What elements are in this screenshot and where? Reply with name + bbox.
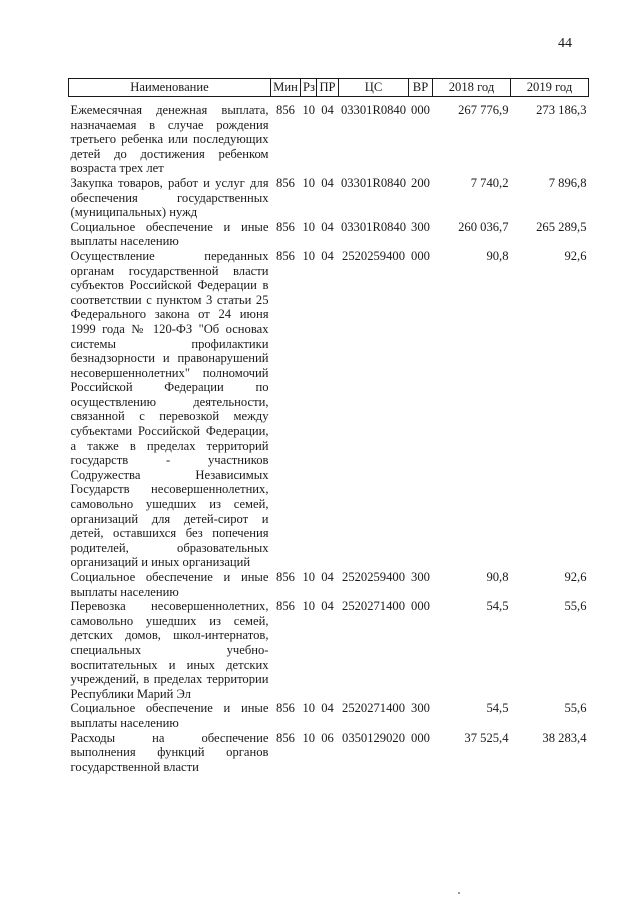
- row-min: 856: [276, 701, 295, 716]
- page-number: 44: [558, 36, 572, 51]
- row-2019: 55,6: [564, 599, 587, 614]
- row-name: Перевозка несовершеннолетних, самовольно ушедших из семей, детских домов, школ-интернатов, специальных учебно-воспитательных и иных детских учреждений, в пределах территории Республики Марий Эл: [70, 599, 269, 701]
- row-vr: 300: [411, 701, 430, 716]
- table-row: [69, 249, 589, 570]
- row-vr: 300: [411, 219, 430, 234]
- row-pr: 04: [321, 103, 334, 117]
- row-vr: 000: [411, 730, 430, 745]
- row-name: Ежемесячная денежная выплата, назначаемая в случае рождения третьего ребенка или последующих детей до достижения ребенком возраста трех лет: [70, 103, 269, 176]
- header-vr: ВР: [409, 79, 433, 97]
- row-2018: 37 525,4: [464, 730, 509, 745]
- row-2019: 92,6: [564, 248, 587, 263]
- row-rz: 10: [302, 219, 316, 234]
- row-cs: 03301R0840: [340, 103, 407, 117]
- row-2019: 273 186,3: [536, 103, 587, 117]
- row-cs: 03301R0840: [340, 175, 407, 190]
- row-min: 856: [276, 730, 295, 745]
- row-2018: 260 036,7: [458, 219, 509, 234]
- header-pr: ПР: [317, 79, 339, 97]
- scan-speck: [458, 892, 460, 894]
- row-2018: 54,5: [486, 701, 509, 716]
- header-2019: 2019 год: [511, 79, 589, 97]
- header-name: Наименование: [69, 79, 271, 97]
- row-pr: 04: [321, 219, 334, 234]
- row-cs: 2520271400: [342, 701, 405, 716]
- budget-table: [68, 78, 589, 774]
- table-row: [69, 176, 589, 220]
- row-vr: 000: [411, 103, 430, 117]
- row-2019: 7 896,8: [548, 175, 587, 190]
- row-2019: 55,6: [564, 701, 587, 716]
- table-row: [69, 701, 589, 730]
- row-vr: 300: [411, 570, 430, 584]
- row-min: 856: [276, 599, 295, 614]
- row-cs: 0350129020: [342, 730, 405, 745]
- row-name: Расходы на обеспечение выполнения функций органов государственной власти: [70, 730, 269, 774]
- row-rz: 10: [302, 103, 316, 117]
- row-2018: 90,8: [486, 570, 509, 584]
- row-2019: 92,6: [564, 570, 587, 584]
- row-cs: 2520259400: [342, 570, 405, 584]
- header-min: Мин: [271, 79, 301, 97]
- row-pr: 06: [321, 730, 334, 745]
- row-name: Закупка товаров, работ и услуг для обеспечения государственных (муниципальных) нужд: [70, 175, 269, 220]
- row-2018: 7 740,2: [470, 175, 509, 190]
- row-2018: 90,8: [486, 248, 509, 263]
- table-row: [69, 731, 589, 775]
- header-2018: 2018 год: [433, 79, 511, 97]
- row-pr: 04: [321, 175, 334, 190]
- row-name: Социальное обеспечение и иные выплаты населению: [70, 570, 269, 599]
- row-pr: 04: [321, 570, 334, 584]
- row-rz: 10: [302, 730, 316, 745]
- table-row: [69, 220, 589, 249]
- row-pr: 04: [321, 599, 334, 614]
- row-cs: 03301R0840: [340, 219, 407, 234]
- row-vr: 000: [411, 599, 430, 614]
- row-rz: 10: [302, 248, 316, 263]
- row-min: 856: [276, 175, 295, 190]
- row-name: Социальное обеспечение и иные выплаты населению: [70, 701, 269, 730]
- row-name: Социальное обеспечение и иные выплаты населению: [70, 219, 269, 249]
- header-rz: Рз: [301, 79, 317, 97]
- row-vr: 200: [411, 175, 430, 190]
- row-pr: 04: [321, 701, 334, 716]
- table-row: [69, 103, 589, 176]
- table-row: [69, 599, 589, 701]
- row-pr: 04: [321, 248, 334, 263]
- row-rz: 10: [302, 599, 316, 614]
- row-2019: 265 289,5: [536, 219, 587, 234]
- row-rz: 10: [302, 175, 316, 190]
- row-min: 856: [276, 103, 295, 117]
- row-vr: 000: [411, 248, 430, 263]
- row-2018: 54,5: [486, 599, 509, 614]
- table-header-row: [69, 79, 589, 97]
- table-row: [69, 570, 589, 599]
- row-cs: 2520271400: [342, 599, 405, 614]
- header-cs: ЦС: [339, 79, 409, 97]
- row-min: 856: [276, 248, 295, 263]
- row-name: Осуществление переданных органам государственной власти субъектов Российской Федерации в соответствии с пунктом 3 статьи 25 Федерального закона от 24 июня 1999 года № 120-ФЗ "Об основах системы профилактики безнадзорности и правонарушений несовершеннолетних" полномочий Российской Федерации по осуществлению деятельности, связанной с перевозкой между субъектами Российской Федерации, а также в пределах территорий государств - участников Содружества Независимых Государств несовершеннолетних, самовольно ушедших из семей, организаций для детей-сирот и детей, оставшихся без попечения родителей, образовательных организаций и иных организаций: [70, 248, 269, 570]
- row-rz: 10: [302, 701, 316, 716]
- row-rz: 10: [302, 570, 316, 584]
- row-min: 856: [276, 570, 295, 584]
- row-2018: 267 776,9: [458, 103, 509, 117]
- row-cs: 2520259400: [342, 248, 405, 263]
- row-2019: 38 283,4: [542, 730, 587, 745]
- row-min: 856: [276, 219, 295, 234]
